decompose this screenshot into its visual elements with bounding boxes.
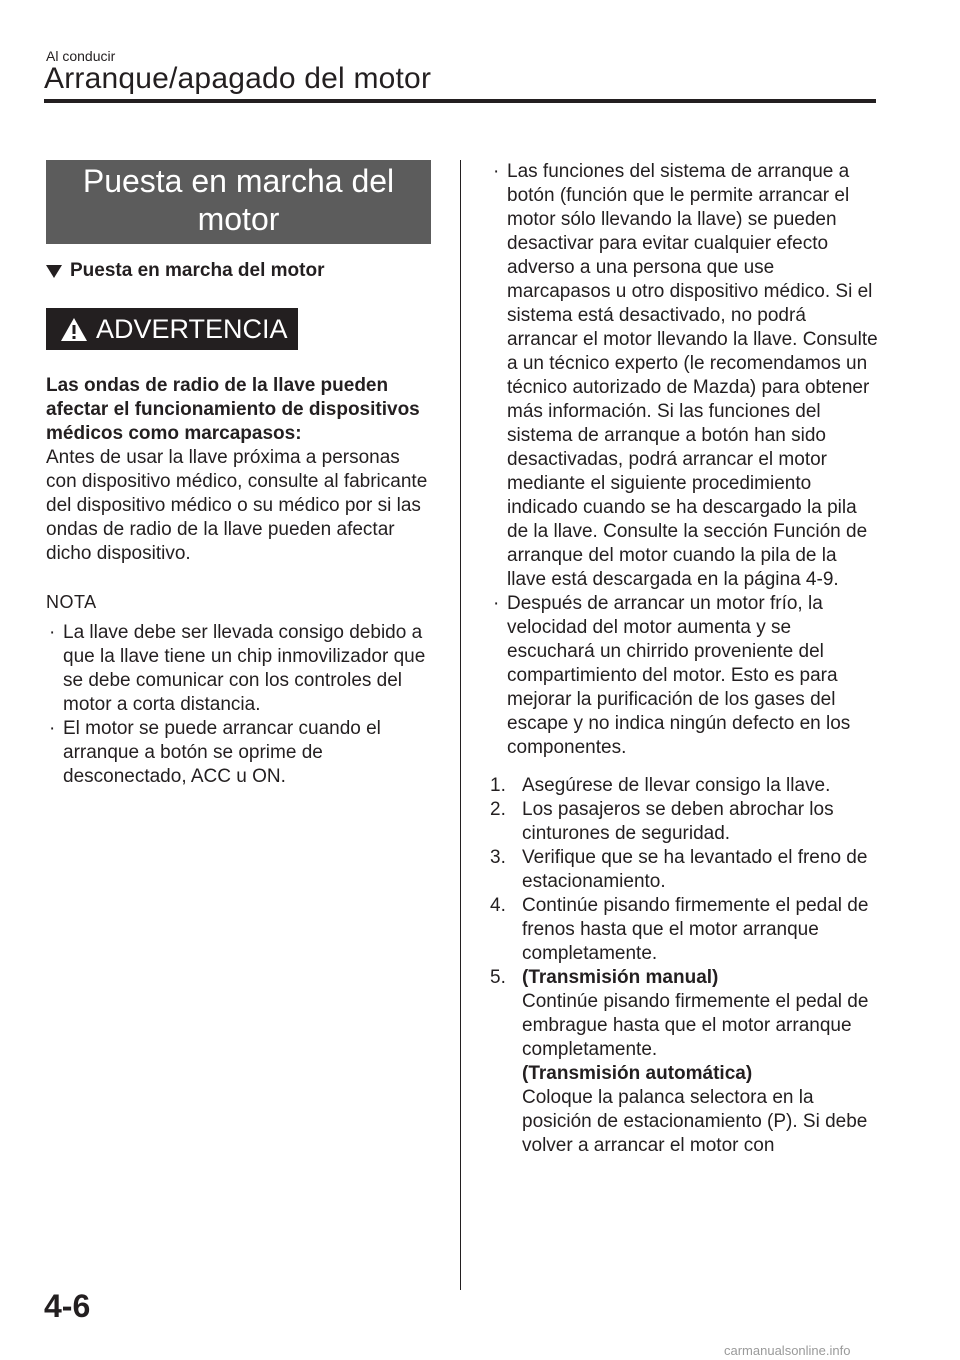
list-item: · La llave debe ser llevada consigo debido a que la llave tiene un chip inmovilizador que se debe comunicar con los controles del motor a corta distancia.	[46, 621, 431, 717]
warning-label	[46, 308, 298, 350]
step-item	[490, 894, 880, 966]
triangle-down-icon	[46, 265, 62, 278]
step-item	[490, 774, 880, 798]
watermark: carmanualsonline.info	[724, 1343, 851, 1358]
list-item: · Las funciones del sistema de arranque a botón (función que le permite arrancar el motor sólo llevando la llave) se pueden desactivar para evitar cualquier efecto adverso a una persona que use marcapasos u otro dispositivo médico. Si el sistema está desactivado, no podrá arrancar el motor llevando la llave. Consulte a un técnico experto (le recomendamos un técnico autorizado de Mazda) para obtener más información. Si las funciones del sistema de arranque a botón han sido desactivadas, podrá arrancar el motor mediante el siguiente procedimiento indicado cuando se ha descargado la pila de la llave. Consulte la sección Función de arranque del motor cuando la pila de la llave está descargada en la página 4-9.	[490, 160, 880, 592]
step-text: Verifique que se ha levantado el freno de estacionamiento.	[522, 847, 868, 892]
page-number: 4-6	[44, 1288, 91, 1324]
list-item: · El motor se puede arrancar cuando el arranque a botón se oprime de desconectado, ACC u ON.	[46, 717, 431, 789]
nota-bullets	[46, 621, 431, 789]
right-column	[490, 160, 880, 1158]
step-item	[490, 846, 880, 894]
header-section-label: Al conducir	[46, 48, 116, 64]
step-text: Los pasajeros se deben abrochar los cinturones de seguridad.	[522, 799, 834, 844]
column-divider	[460, 160, 461, 1290]
list-item: · Después de arrancar un motor frío, la velocidad del motor aumenta y se escuchará un chirrido proveniente del compartimiento del motor. Esto es para mejorar la purificación de los gases del escape y no indica ningún defecto en los componentes.	[490, 592, 880, 760]
section-title-box: Puesta en marcha del motor	[46, 160, 431, 244]
step-auto-text: Coloque la palanca selectora en la posición de estacionamiento (P). Si debe volver a arrancar el motor con	[522, 1087, 868, 1156]
step-text: Continúe pisando firmemente el pedal de frenos hasta que el motor arranque completamente.	[522, 895, 869, 964]
step-manual-text: Continúe pisando firmemente el pedal de embrague hasta que el motor arranque completamente.	[522, 991, 869, 1060]
subheading-text: Puesta en marcha del motor	[70, 260, 325, 281]
step-number: 5.	[490, 967, 506, 988]
warning-icon	[60, 316, 88, 342]
step-item	[490, 966, 880, 1158]
subheading	[46, 260, 431, 282]
left-column	[46, 160, 431, 789]
warning-body-text: Antes de usar la llave próxima a personas con dispositivo médico, consulte al fabricante del dispositivo médico o su médico por si las ondas de radio de la llave pueden afectar dicho dispositivo.	[46, 447, 428, 564]
step-auto-heading: (Transmisión automática)	[522, 1063, 753, 1084]
warning-label-text: ADVERTENCIA	[96, 313, 288, 344]
step-number: 4.	[490, 895, 506, 916]
header-title: Arranque/apagado del motor	[44, 62, 432, 95]
step-number: 2.	[490, 799, 506, 820]
step-number: 1.	[490, 775, 506, 796]
step-number: 3.	[490, 847, 506, 868]
step-text: Asegúrese de llevar consigo la llave.	[522, 775, 831, 796]
step-manual-heading: (Transmisión manual)	[522, 967, 719, 988]
warning-bold-text: Las ondas de radio de la llave pueden afectar el funcionamiento de dispositivos médicos como marcapasos:	[46, 375, 420, 444]
right-bullets	[490, 160, 880, 760]
nota-label: NOTA	[46, 592, 97, 612]
header-rule	[44, 99, 876, 103]
steps-list	[490, 774, 880, 1158]
step-item	[490, 798, 880, 846]
